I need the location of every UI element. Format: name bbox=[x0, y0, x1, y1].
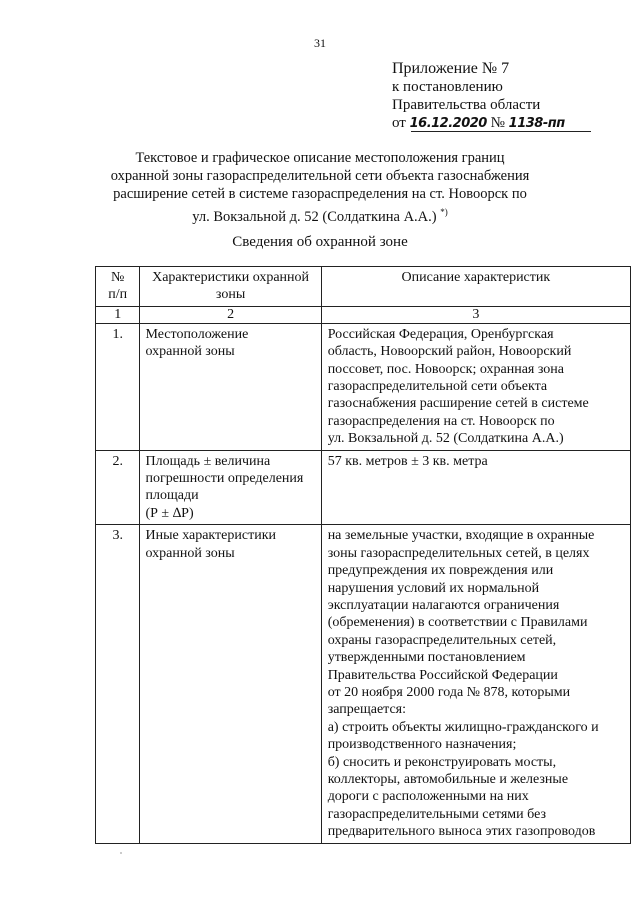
row-number: 3. bbox=[96, 525, 140, 843]
scan-speck bbox=[120, 852, 122, 854]
footnote-mark: *) bbox=[440, 207, 448, 217]
row-description: 57 кв. метров ± 3 кв. метра bbox=[321, 450, 630, 525]
document-title bbox=[80, 149, 560, 226]
appendix-block bbox=[392, 60, 565, 133]
section-heading: Сведения об охранной зоне bbox=[232, 234, 408, 250]
table-header-row bbox=[96, 267, 631, 307]
appendix-line-3: Правительства области bbox=[392, 97, 541, 113]
row-description: Российская Федерация, Оренбургская область, Новоорский район, Новоорский поссовет, пос. Новоорск; охранная зона газораспределительной сети объекта газоснабжения расширение сетей в системе газораспределения на ст. Новоорск по ул. Вокзальной д. 52 (Солдаткина А.А.) bbox=[321, 323, 630, 450]
document-title-line-1: Текстовое и графическое описание местоположения границ bbox=[135, 150, 505, 166]
table-row bbox=[96, 323, 631, 450]
number-prefix: № bbox=[490, 115, 505, 131]
header-description: Описание характеристик bbox=[321, 267, 630, 307]
document-title-line-3: расширение сетей в системе газораспределения на ст. Новоорск по bbox=[113, 186, 527, 202]
signature-underline bbox=[411, 131, 591, 132]
row-number: 1. bbox=[96, 323, 140, 450]
header-number: № п/п bbox=[96, 267, 140, 307]
table-row bbox=[96, 450, 631, 525]
protection-zone-table bbox=[95, 266, 631, 844]
date-prefix: от bbox=[392, 115, 406, 131]
document-title-line-4: ул. Вокзальной д. 52 (Солдаткина А.А.) *) bbox=[192, 207, 448, 225]
handwritten-number: 1138-пп bbox=[508, 116, 565, 131]
column-number-row bbox=[96, 306, 631, 323]
header-characteristic: Характеристики охранной зоны bbox=[140, 267, 321, 307]
appendix-date-row bbox=[392, 114, 565, 133]
row-characteristic: Площадь ± величина погрешности определения площади (Р ± ∆Р) bbox=[140, 450, 321, 525]
row-characteristic: Иные характеристики охранной зоны bbox=[140, 525, 321, 843]
page-number: 31 bbox=[314, 36, 326, 50]
row-description: на земельные участки, входящие в охранные зоны газораспределительных сетей, в целях предупреждения их повреждения или нарушения условий их нормальной эксплуатации налагаются ограничения (обременения) в соответствии с Правилами охраны газораспределительных сетей, утвержденными постановлением Правительства Российской Федерации от 20 ноября 2000 года № 878, которыми запрещается: а) строить объекты жилищно-гражданского и производственного назначения; б) сносить и реконструировать мосты, коллекторы, автомобильные и железные дороги с расположенными на них газораспределительными сетями без предварительного выноса этих газопроводов bbox=[321, 525, 630, 843]
table-row bbox=[96, 525, 631, 843]
row-characteristic: Местоположение охранной зоны bbox=[140, 323, 321, 450]
handwritten-date: 16.12.2020 bbox=[409, 116, 487, 131]
document-title-line-2: охранной зоны газораспределительной сети объекта газоснабжения bbox=[110, 168, 530, 184]
column-number-2: 2 bbox=[140, 306, 321, 323]
appendix-title: Приложение № 7 bbox=[392, 60, 510, 77]
column-number-1: 1 bbox=[96, 306, 140, 323]
column-number-3: 3 bbox=[321, 306, 630, 323]
appendix-line-2: к постановлению bbox=[392, 79, 503, 95]
row-number: 2. bbox=[96, 450, 140, 525]
